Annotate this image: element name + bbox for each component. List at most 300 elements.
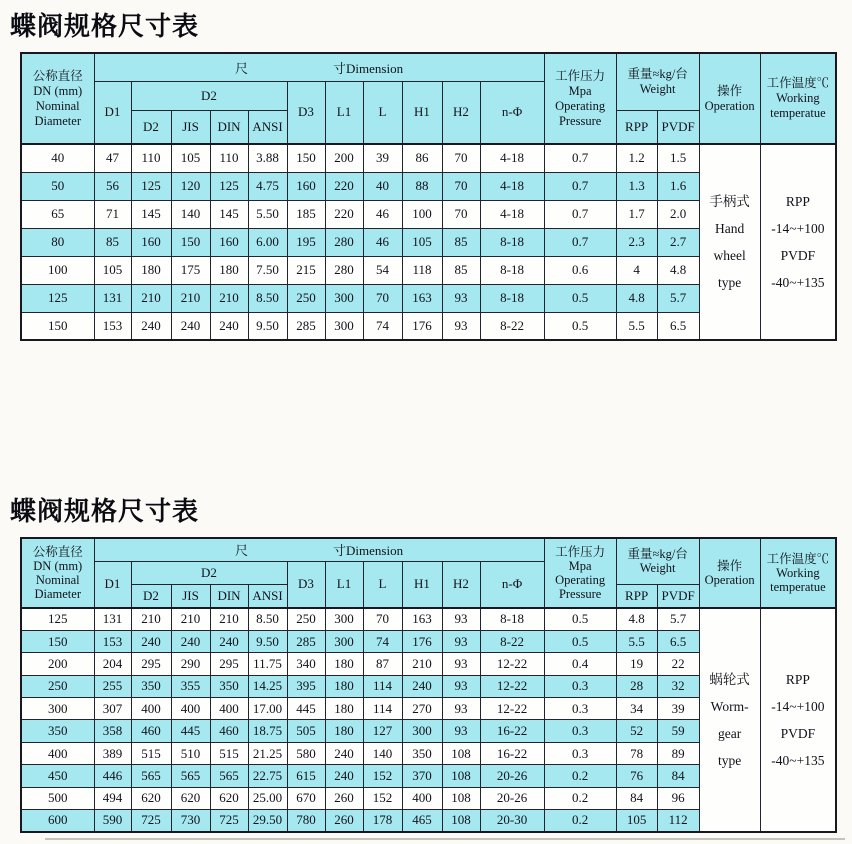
cell: 210 (402, 653, 442, 675)
cell: 108 (442, 787, 480, 809)
cell: 176 (402, 630, 442, 652)
cell: 11.75 (248, 653, 287, 675)
table-row (21, 608, 836, 630)
cell: 40 (363, 172, 402, 200)
cell: 620 (210, 787, 248, 809)
col-header-l: L (363, 561, 402, 608)
temperature-range-cell-line: -40~+135 (771, 752, 825, 768)
cell: 93 (442, 698, 480, 720)
cell: 93 (442, 720, 480, 742)
cell: 4.8 (616, 284, 657, 312)
cell: 620 (131, 787, 171, 809)
cell: 210 (171, 608, 210, 630)
cell: 0.6 (544, 256, 616, 284)
cell: 300 (21, 698, 94, 720)
cell: 307 (94, 698, 131, 720)
cell: 70 (363, 608, 402, 630)
col-header-din: DIN (210, 110, 248, 144)
cell: 16-22 (480, 742, 544, 764)
cell: 4-18 (480, 144, 544, 172)
cell: 8-18 (480, 256, 544, 284)
cell: 5.50 (248, 200, 287, 228)
operation-type-cell-line: Worm- (710, 698, 749, 714)
col-header-working-temperature: 工作温度℃ Working temperatue (760, 53, 836, 144)
table-body (21, 144, 836, 340)
cell: 17.00 (248, 698, 287, 720)
cell: 8.50 (248, 608, 287, 630)
cell: 112 (657, 810, 699, 832)
col-header-rpp: RPP (616, 584, 657, 608)
cell: 76 (616, 765, 657, 787)
cell: 12-22 (480, 653, 544, 675)
cell: 505 (287, 720, 325, 742)
temperature-range-cell-line: -40~+135 (771, 275, 825, 290)
cell: 125 (21, 284, 94, 312)
cell: 22 (657, 653, 699, 675)
cell: 32 (657, 675, 699, 697)
cell: 140 (171, 200, 210, 228)
cell: 445 (287, 698, 325, 720)
col-header-n-phi: n-Φ (480, 81, 544, 144)
cell: 8-18 (480, 608, 544, 630)
cell: 131 (94, 284, 131, 312)
cell: 34 (616, 698, 657, 720)
col-header-nominal-diameter: 公称直径 DN (mm) Nominal Diameter (21, 53, 94, 144)
cell: 6.5 (657, 630, 699, 652)
cell: 12-22 (480, 675, 544, 697)
cell: 400 (171, 698, 210, 720)
cell: 0.3 (544, 742, 616, 764)
col-header-d3: D3 (287, 561, 325, 608)
cell: 445 (171, 720, 210, 742)
cell: 240 (210, 312, 248, 340)
operation-type-cell-line: 蜗轮式 (709, 671, 750, 687)
cell: 7.50 (248, 256, 287, 284)
cell: 240 (131, 312, 171, 340)
cell: 28 (616, 675, 657, 697)
operation-type-cell-line: Hand (715, 221, 745, 236)
cell: 163 (402, 284, 442, 312)
table-row (21, 144, 836, 172)
operation-type-cell (699, 608, 760, 832)
cell: 93 (442, 653, 480, 675)
cell: 8.50 (248, 284, 287, 312)
cell: 260 (325, 810, 363, 832)
cell: 180 (325, 675, 363, 697)
cell: 580 (287, 742, 325, 764)
col-header-h2: H2 (442, 561, 480, 608)
cell: 160 (210, 228, 248, 256)
cell: 180 (325, 720, 363, 742)
cell: 152 (363, 787, 402, 809)
cell: 494 (94, 787, 131, 809)
col-header-l1: L1 (325, 81, 363, 144)
cell: 4.75 (248, 172, 287, 200)
cell: 446 (94, 765, 131, 787)
cell: 47 (94, 144, 131, 172)
page-title: 蝶阀规格尺寸表 (10, 497, 200, 526)
cell: 395 (287, 675, 325, 697)
cell: 108 (442, 765, 480, 787)
cell: 100 (402, 200, 442, 228)
cell: 220 (325, 200, 363, 228)
col-header-dimension: 尺 寸Dimension (94, 538, 544, 561)
cell: 78 (616, 742, 657, 764)
cell: 350 (21, 720, 94, 742)
cell: 22.75 (248, 765, 287, 787)
cell: 85 (94, 228, 131, 256)
cell: 2.7 (657, 228, 699, 256)
cell: 0.7 (544, 144, 616, 172)
col-header-d3: D3 (287, 81, 325, 144)
col-header-ansi: ANSI (248, 110, 287, 144)
col-header-h2: H2 (442, 81, 480, 144)
col-header-pvdf: PVDF (657, 110, 699, 144)
cell: 0.5 (544, 312, 616, 340)
col-header-h1: H1 (402, 81, 442, 144)
cell: 176 (402, 312, 442, 340)
cell: 12-22 (480, 698, 544, 720)
cell: 295 (131, 653, 171, 675)
cell: 8-22 (480, 630, 544, 652)
col-header-operation: 操作 Operation (699, 53, 760, 144)
cell: 180 (210, 256, 248, 284)
cell: 180 (325, 653, 363, 675)
cell: 500 (21, 787, 94, 809)
temperature-range-cell-line: RPP (785, 671, 810, 687)
cell: 290 (171, 653, 210, 675)
cell: 725 (131, 810, 171, 832)
cell: 220 (325, 172, 363, 200)
cell: 510 (171, 742, 210, 764)
cell: 18.75 (248, 720, 287, 742)
cell: 0.7 (544, 228, 616, 256)
cell: 200 (21, 653, 94, 675)
cell: 52 (616, 720, 657, 742)
cell: 140 (363, 742, 402, 764)
cell: 105 (171, 144, 210, 172)
cell: 280 (325, 228, 363, 256)
cell: 565 (210, 765, 248, 787)
cell: 29.50 (248, 810, 287, 832)
cell: 195 (287, 228, 325, 256)
cell: 1.7 (616, 200, 657, 228)
temperature-range-cell-line: -14~+100 (771, 221, 825, 236)
cell: 153 (94, 630, 131, 652)
cell: 465 (402, 810, 442, 832)
cell: 21.25 (248, 742, 287, 764)
cell: 210 (210, 284, 248, 312)
cell: 100 (21, 256, 94, 284)
cell: 131 (94, 608, 131, 630)
cell: 620 (171, 787, 210, 809)
cell: 670 (287, 787, 325, 809)
cell: 150 (21, 630, 94, 652)
cell: 350 (131, 675, 171, 697)
cell: 65 (21, 200, 94, 228)
cell: 20-26 (480, 787, 544, 809)
col-header-working-temperature: 工作温度℃ Working temperatue (760, 538, 836, 608)
cell: 89 (657, 742, 699, 764)
cell: 4.8 (616, 608, 657, 630)
cell: 160 (131, 228, 171, 256)
cell: 114 (363, 698, 402, 720)
cell: 70 (363, 284, 402, 312)
cell: 5.7 (657, 284, 699, 312)
cell: 25.00 (248, 787, 287, 809)
col-header-operating-pressure: 工作压力 Mpa Operating Pressure (544, 53, 616, 144)
col-header-d1: D1 (94, 81, 131, 144)
cell: 460 (210, 720, 248, 742)
cell: 127 (363, 720, 402, 742)
cell: 210 (210, 608, 248, 630)
operation-type-cell-line: gear (718, 725, 742, 741)
cell: 20-30 (480, 810, 544, 832)
cell: 70 (442, 144, 480, 172)
col-header-d2-group: D2 (131, 81, 287, 110)
cell: 86 (402, 144, 442, 172)
col-header-rpp: RPP (616, 110, 657, 144)
cell: 285 (287, 630, 325, 652)
cell: 150 (287, 144, 325, 172)
cell: 163 (402, 608, 442, 630)
cell: 204 (94, 653, 131, 675)
cell: 0.5 (544, 284, 616, 312)
cell: 93 (442, 608, 480, 630)
cell: 4 (616, 256, 657, 284)
cell: 350 (210, 675, 248, 697)
cell: 56 (94, 172, 131, 200)
cell: 358 (94, 720, 131, 742)
cell: 160 (287, 172, 325, 200)
cell: 240 (325, 742, 363, 764)
cell: 125 (210, 172, 248, 200)
cell: 460 (131, 720, 171, 742)
cell: 125 (21, 608, 94, 630)
cell: 5.7 (657, 608, 699, 630)
cell: 300 (325, 312, 363, 340)
cell: 300 (325, 630, 363, 652)
cell: 180 (325, 698, 363, 720)
cell: 105 (402, 228, 442, 256)
cell: 145 (131, 200, 171, 228)
cell: 250 (287, 284, 325, 312)
cell: 110 (210, 144, 248, 172)
col-header-jis: JIS (171, 110, 210, 144)
cell: 178 (363, 810, 402, 832)
cell: 0.2 (544, 765, 616, 787)
operation-type-cell-line: 手柄式 (709, 194, 750, 209)
cell: 114 (363, 675, 402, 697)
temperature-range-cell-line: -14~+100 (771, 698, 825, 714)
cell: 2.3 (616, 228, 657, 256)
cell: 300 (325, 284, 363, 312)
cell: 6.00 (248, 228, 287, 256)
cell: 125 (131, 172, 171, 200)
cell: 565 (171, 765, 210, 787)
cell: 20-26 (480, 765, 544, 787)
cell: 4-18 (480, 200, 544, 228)
cell: 175 (171, 256, 210, 284)
cell: 59 (657, 720, 699, 742)
cell: 450 (21, 765, 94, 787)
cell: 240 (171, 312, 210, 340)
cell: 150 (171, 228, 210, 256)
cell: 565 (131, 765, 171, 787)
cell: 515 (131, 742, 171, 764)
cell: 54 (363, 256, 402, 284)
cell: 118 (402, 256, 442, 284)
cell: 145 (210, 200, 248, 228)
cell: 1.3 (616, 172, 657, 200)
cell: 0.5 (544, 608, 616, 630)
cell: 0.2 (544, 787, 616, 809)
cell: 108 (442, 742, 480, 764)
table-header (21, 53, 836, 144)
col-header-jis: JIS (171, 584, 210, 608)
col-header-d1: D1 (94, 561, 131, 608)
cell: 240 (325, 765, 363, 787)
cell: 105 (616, 810, 657, 832)
cell: 84 (616, 787, 657, 809)
cell: 93 (442, 312, 480, 340)
col-header-weight: 重量≈kg/台 Weight (616, 53, 699, 110)
cell: 16-22 (480, 720, 544, 742)
cell: 340 (287, 653, 325, 675)
cell: 180 (131, 256, 171, 284)
cell: 615 (287, 765, 325, 787)
cell: 4.8 (657, 256, 699, 284)
cell: 14.25 (248, 675, 287, 697)
cell: 80 (21, 228, 94, 256)
cell: 255 (94, 675, 131, 697)
cell: 240 (402, 675, 442, 697)
col-header-operation: 操作 Operation (699, 538, 760, 608)
operation-type-cell-line: type (718, 752, 742, 768)
page-title: 蝶阀规格尺寸表 (10, 12, 200, 41)
cell: 8-18 (480, 228, 544, 256)
cell: 250 (287, 608, 325, 630)
cell: 210 (171, 284, 210, 312)
valve-spec-table-wormgear (20, 537, 837, 833)
cell: 730 (171, 810, 210, 832)
table-header (21, 538, 836, 608)
cell: 0.2 (544, 810, 616, 832)
temperature-range-cell-line: PVDF (780, 248, 816, 263)
operation-type-cell-line: wheel (713, 248, 746, 263)
cell: 285 (287, 312, 325, 340)
cell: 0.3 (544, 698, 616, 720)
cell: 8-18 (480, 284, 544, 312)
cell: 74 (363, 630, 402, 652)
cell: 46 (363, 228, 402, 256)
cell: 210 (131, 284, 171, 312)
cell: 400 (402, 787, 442, 809)
page-bottom-rule (45, 838, 845, 840)
cell: 87 (363, 653, 402, 675)
col-header-l: L (363, 81, 402, 144)
cell: 780 (287, 810, 325, 832)
col-header-operating-pressure: 工作压力 Mpa Operating Pressure (544, 538, 616, 608)
col-header-din: DIN (210, 584, 248, 608)
cell: 19 (616, 653, 657, 675)
cell: 93 (442, 630, 480, 652)
cell: 9.50 (248, 312, 287, 340)
cell: 0.3 (544, 675, 616, 697)
cell: 5.5 (616, 630, 657, 652)
cell: 355 (171, 675, 210, 697)
cell: 96 (657, 787, 699, 809)
cell: 0.3 (544, 720, 616, 742)
cell: 8-22 (480, 312, 544, 340)
cell: 210 (131, 608, 171, 630)
cell: 295 (210, 653, 248, 675)
cell: 240 (131, 630, 171, 652)
cell: 400 (210, 698, 248, 720)
cell: 260 (325, 787, 363, 809)
cell: 280 (325, 256, 363, 284)
cell: 71 (94, 200, 131, 228)
cell: 600 (21, 810, 94, 832)
cell: 50 (21, 172, 94, 200)
cell: 400 (131, 698, 171, 720)
cell: 105 (94, 256, 131, 284)
cell: 725 (210, 810, 248, 832)
cell: 185 (287, 200, 325, 228)
col-header-nominal-diameter: 公称直径 DN (mm) Nominal Diameter (21, 538, 94, 608)
col-header-d2: D2 (131, 110, 171, 144)
cell: 110 (131, 144, 171, 172)
cell: 300 (402, 720, 442, 742)
cell: 153 (94, 312, 131, 340)
cell: 250 (21, 675, 94, 697)
operation-type-cell-line: type (718, 275, 742, 290)
cell: 300 (325, 608, 363, 630)
cell: 70 (442, 200, 480, 228)
cell: 70 (442, 172, 480, 200)
cell: 370 (402, 765, 442, 787)
cell: 46 (363, 200, 402, 228)
cell: 85 (442, 228, 480, 256)
cell: 1.6 (657, 172, 699, 200)
cell: 0.7 (544, 172, 616, 200)
col-header-n-phi: n-Φ (480, 561, 544, 608)
valve-spec-table-handwheel (20, 52, 837, 341)
cell: 1.2 (616, 144, 657, 172)
cell: 270 (402, 698, 442, 720)
cell: 93 (442, 284, 480, 312)
cell: 4-18 (480, 172, 544, 200)
cell: 215 (287, 256, 325, 284)
temperature-range-cell (760, 144, 836, 340)
cell: 389 (94, 742, 131, 764)
cell: 5.5 (616, 312, 657, 340)
cell: 6.5 (657, 312, 699, 340)
cell: 350 (402, 742, 442, 764)
cell: 0.5 (544, 630, 616, 652)
cell: 74 (363, 312, 402, 340)
cell: 0.7 (544, 200, 616, 228)
cell: 39 (363, 144, 402, 172)
temperature-range-cell-line: PVDF (780, 725, 816, 741)
col-header-d2-group: D2 (131, 561, 287, 584)
col-header-h1: H1 (402, 561, 442, 608)
col-header-dimension: 尺 寸Dimension (94, 53, 544, 81)
cell: 93 (442, 675, 480, 697)
cell: 3.88 (248, 144, 287, 172)
cell: 88 (402, 172, 442, 200)
col-header-ansi: ANSI (248, 584, 287, 608)
